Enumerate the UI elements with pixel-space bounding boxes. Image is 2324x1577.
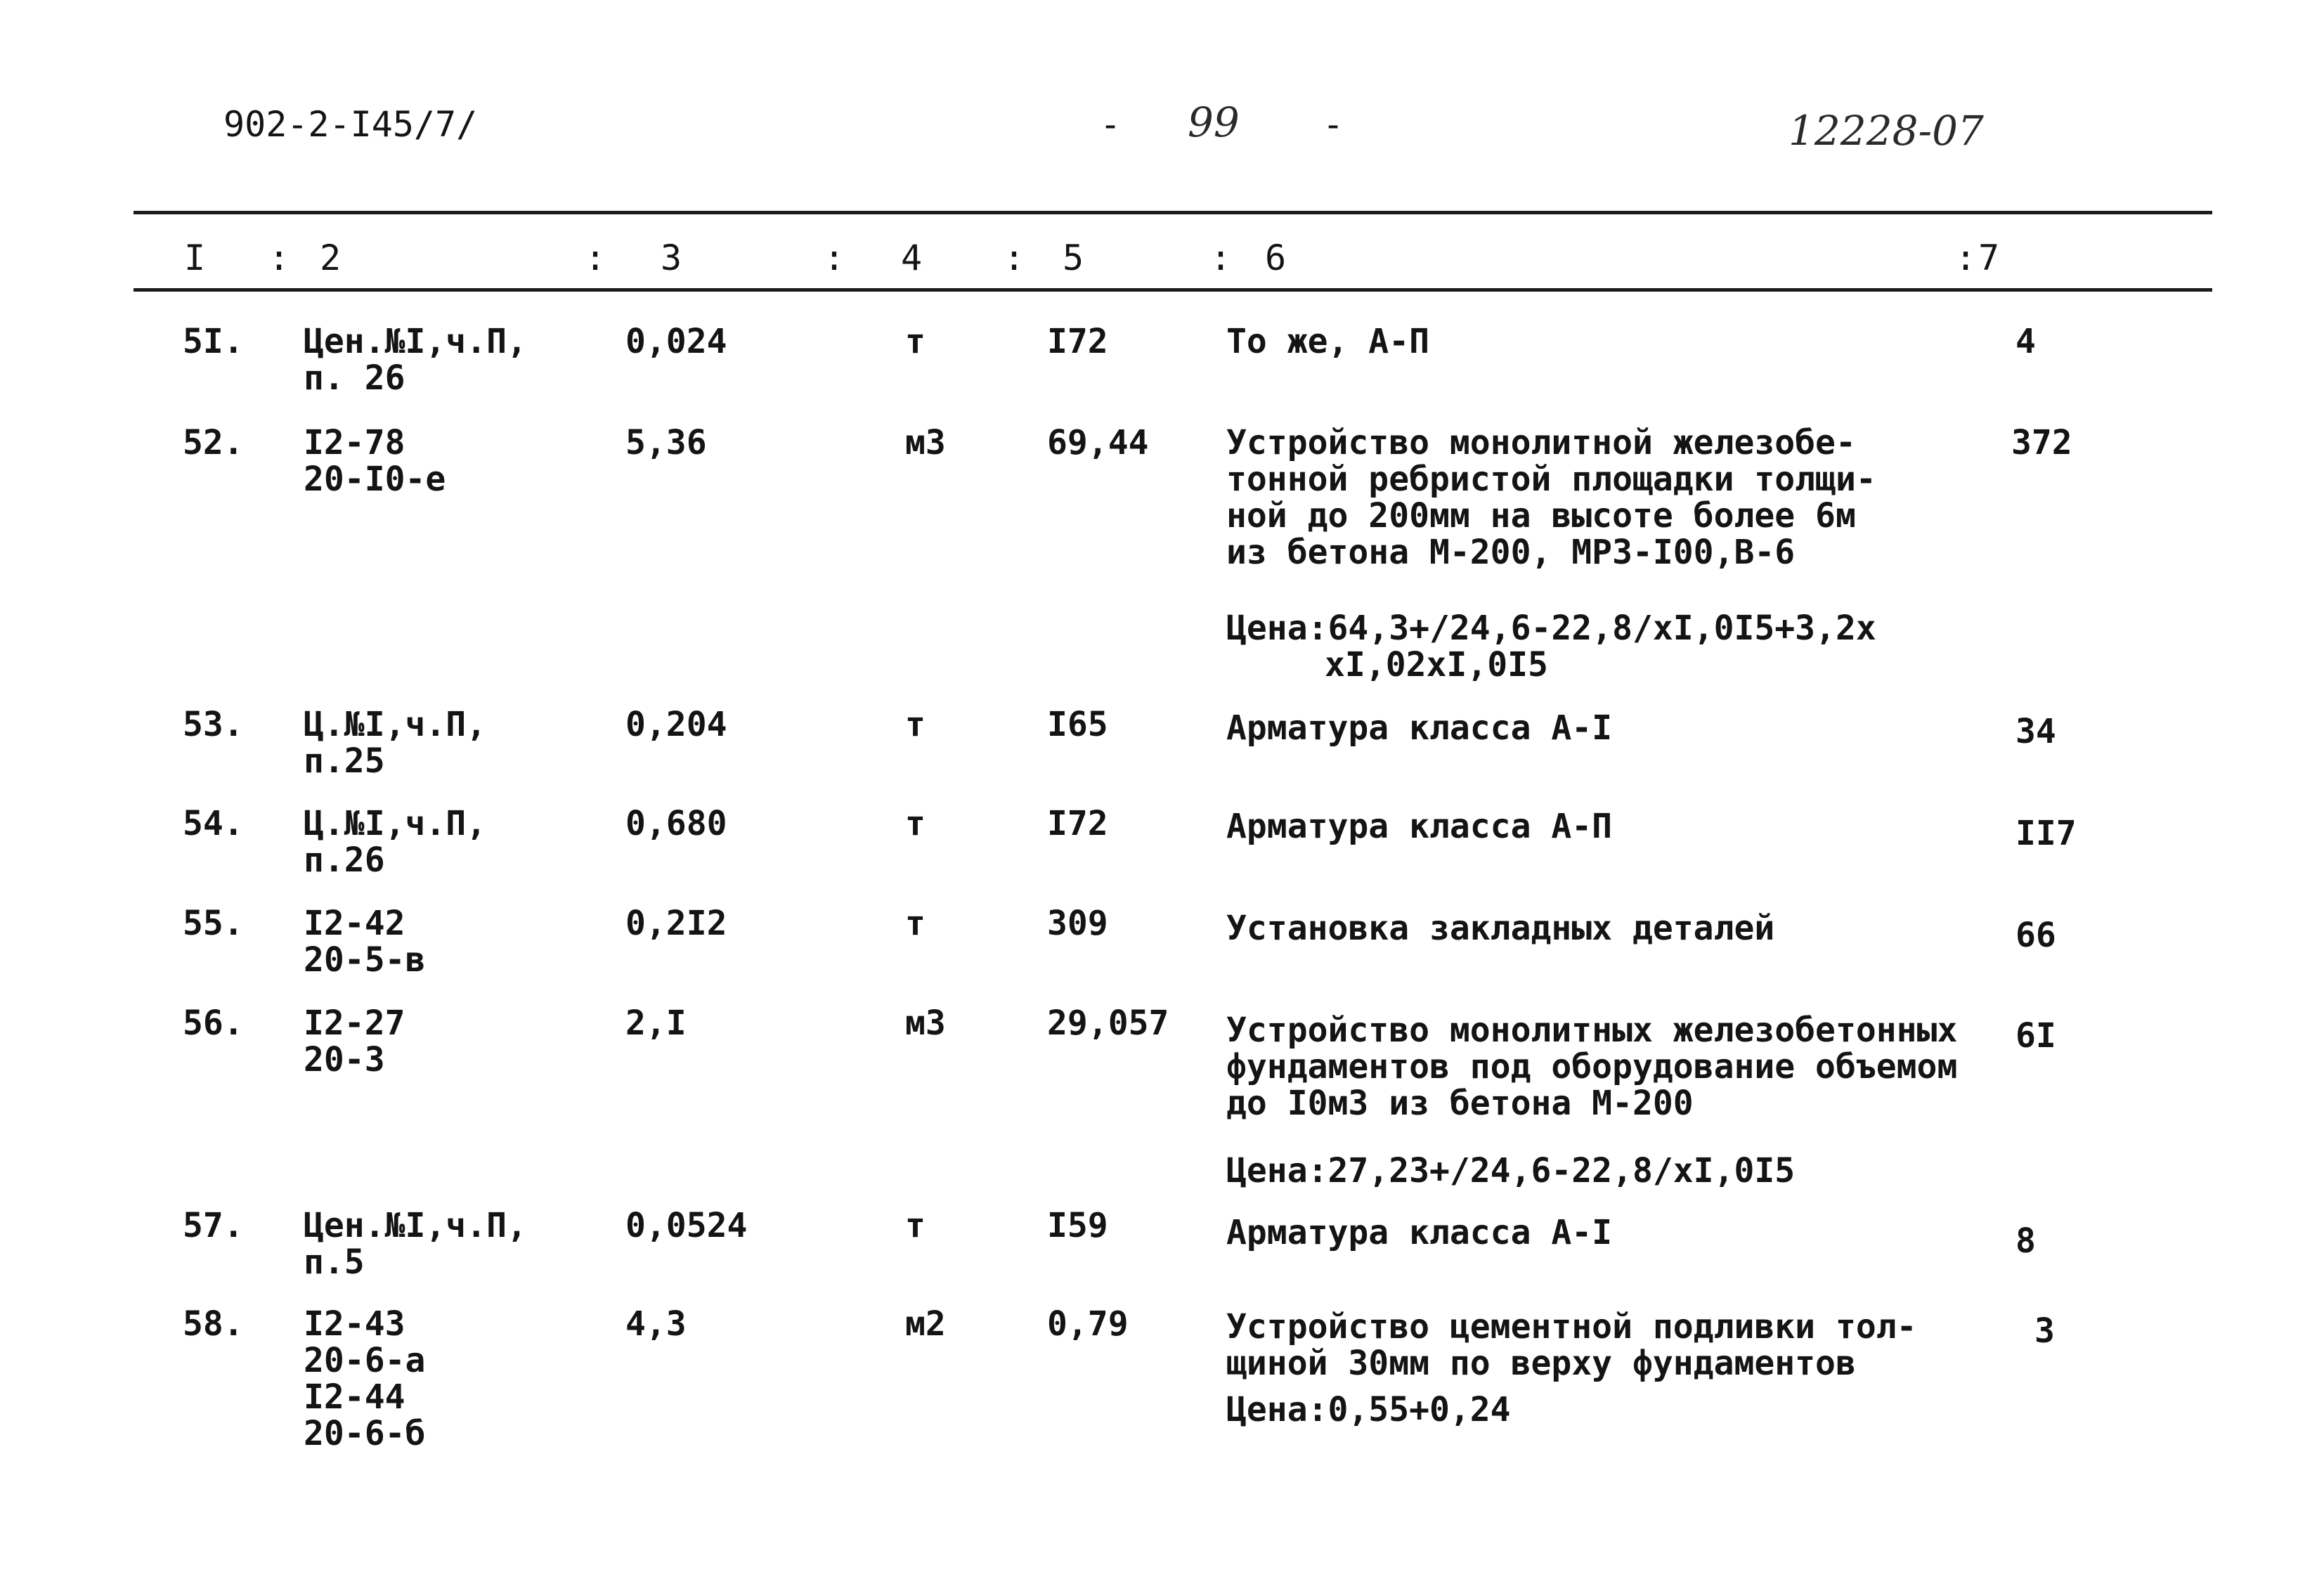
col-header-7: 7 bbox=[1978, 238, 2000, 278]
price-formula bbox=[1226, 1153, 1795, 1189]
norm-code-line: 20-I0-е bbox=[304, 460, 446, 499]
norm-code-line: I2-43 bbox=[304, 1304, 405, 1344]
quantity: 0,0524 bbox=[625, 1206, 748, 1245]
norm-code bbox=[304, 706, 486, 779]
norm-code-line: Ц.№I,ч.П, bbox=[304, 804, 487, 843]
description-line: щиной 30мм по верху фундаментов bbox=[1226, 1344, 1856, 1383]
page-dash-right: - bbox=[1323, 104, 1344, 145]
description-line: Устройство монолитных железобетонных bbox=[1226, 1011, 1958, 1050]
norm-code-line: п.25 bbox=[304, 741, 385, 781]
norm-code-line: 20-6-б bbox=[304, 1414, 426, 1453]
norm-code-line: I2-42 bbox=[304, 904, 405, 943]
col-header-1: I bbox=[184, 238, 206, 278]
description-line: Арматура класса А-I bbox=[1226, 708, 1613, 748]
norm-code-line: I2-27 bbox=[304, 1004, 405, 1043]
description-line: тонной ребристой площадки толщи- bbox=[1226, 460, 1876, 499]
formula-line: Цена:27,23+/24,6-22,8/хI,0I5 bbox=[1226, 1151, 1796, 1190]
unit-price: 29,057 bbox=[1047, 1004, 1169, 1043]
work-description bbox=[1226, 1309, 1917, 1382]
work-description bbox=[1226, 1214, 1612, 1251]
unit-price: I72 bbox=[1047, 322, 1108, 361]
norm-code-line: Цен.№I,ч.П, bbox=[304, 1206, 527, 1245]
col-header-6: 6 bbox=[1265, 238, 1287, 278]
col-separator: : bbox=[585, 238, 606, 278]
work-description bbox=[1226, 910, 1774, 947]
unit-price: 69,44 bbox=[1047, 423, 1149, 462]
total-cost: 6I bbox=[2015, 1016, 2056, 1056]
unit-price: I65 bbox=[1047, 705, 1108, 744]
description-line: фундаментов под оборудование объемом bbox=[1226, 1047, 1958, 1086]
total-cost: 8 bbox=[2015, 1221, 2036, 1261]
norm-code-line: Цен.№I,ч.П, bbox=[304, 322, 527, 361]
page-number: 99 bbox=[1188, 98, 1240, 146]
col-separator: : bbox=[824, 238, 845, 278]
col-separator: : bbox=[1004, 238, 1025, 278]
work-description bbox=[1226, 424, 1876, 571]
description-line: Устройство цементной подливки тол- bbox=[1226, 1307, 1917, 1346]
quantity: 0,024 bbox=[625, 322, 727, 361]
unit: т bbox=[905, 904, 926, 943]
unit: м2 bbox=[905, 1304, 946, 1344]
row-number: 53. bbox=[183, 705, 244, 744]
quantity: 4,3 bbox=[625, 1304, 687, 1344]
quantity: 0,2I2 bbox=[625, 904, 727, 943]
total-cost: 4 bbox=[2015, 322, 2036, 361]
norm-code-line: 20-5-в bbox=[304, 940, 426, 980]
row-number: 56. bbox=[183, 1004, 244, 1043]
description-line: ной до 200мм на высоте более 6м bbox=[1226, 496, 1856, 536]
total-cost: 372 bbox=[2011, 423, 2072, 462]
quantity: 0,204 bbox=[625, 705, 727, 744]
norm-code-line: 20-3 bbox=[304, 1040, 385, 1079]
description-line: Устройство монолитной железобе- bbox=[1226, 423, 1856, 462]
table-top-rule bbox=[134, 211, 2212, 214]
col-separator: : bbox=[1955, 238, 1977, 278]
total-cost: 34 bbox=[2015, 712, 2056, 751]
unit: т bbox=[905, 705, 926, 744]
unit: т bbox=[905, 1206, 926, 1245]
row-number: 52. bbox=[183, 423, 244, 462]
norm-code-line: п.5 bbox=[304, 1242, 365, 1282]
description-line: до I0м3 из бетона М-200 bbox=[1226, 1084, 1694, 1123]
col-header-2: 2 bbox=[320, 238, 342, 278]
unit-price: I72 bbox=[1047, 804, 1108, 843]
document-code: 902-2-I45/7/ bbox=[223, 104, 478, 145]
unit: м3 bbox=[905, 423, 946, 462]
norm-code bbox=[304, 805, 486, 878]
unit-price: I59 bbox=[1047, 1206, 1108, 1245]
norm-code-line: 20-6-а bbox=[304, 1341, 426, 1380]
archive-number: 12228-07 bbox=[1789, 107, 1984, 155]
unit-price: 0,79 bbox=[1047, 1304, 1129, 1344]
formula-line: Цена:0,55+0,24 bbox=[1226, 1390, 1511, 1429]
col-separator: : bbox=[1210, 238, 1232, 278]
row-number: 57. bbox=[183, 1206, 244, 1245]
col-header-3: 3 bbox=[661, 238, 682, 278]
work-description bbox=[1226, 710, 1612, 746]
norm-code-line: п. 26 bbox=[304, 358, 405, 398]
description-line: Арматура класса А-I bbox=[1226, 1213, 1613, 1252]
norm-code bbox=[304, 1306, 425, 1452]
norm-code bbox=[304, 1207, 527, 1280]
norm-code bbox=[304, 323, 527, 396]
total-cost: 3 bbox=[2034, 1311, 2055, 1351]
unit: м3 bbox=[905, 1004, 946, 1043]
total-cost: 66 bbox=[2015, 916, 2056, 955]
unit-price: 309 bbox=[1047, 904, 1108, 943]
quantity: 5,36 bbox=[625, 423, 707, 462]
formula-line: Цена:64,3+/24,6-22,8/хI,0I5+3,2х bbox=[1226, 609, 1876, 648]
formula-line: хI,02хI,0I5 bbox=[1325, 645, 1548, 684]
norm-code-line: I2-44 bbox=[304, 1377, 405, 1417]
row-number: 5I. bbox=[183, 322, 244, 361]
norm-code bbox=[304, 424, 446, 498]
work-description bbox=[1226, 808, 1612, 845]
col-header-5: 5 bbox=[1063, 238, 1084, 278]
col-header-4: 4 bbox=[901, 238, 923, 278]
col-separator: : bbox=[268, 238, 290, 278]
norm-code bbox=[304, 1005, 405, 1078]
page-dash-left: - bbox=[1100, 104, 1122, 145]
row-number: 55. bbox=[183, 904, 244, 943]
price-formula bbox=[1226, 1391, 1511, 1428]
row-number: 54. bbox=[183, 804, 244, 843]
unit: т bbox=[905, 804, 926, 843]
norm-code bbox=[304, 905, 425, 978]
description-line: Установка закладных деталей bbox=[1226, 909, 1775, 948]
norm-code-line: I2-78 bbox=[304, 423, 405, 462]
work-description bbox=[1226, 323, 1429, 360]
table-header-rule bbox=[134, 288, 2212, 292]
quantity: 2,I bbox=[625, 1004, 687, 1043]
quantity: 0,680 bbox=[625, 804, 727, 843]
work-description bbox=[1226, 1012, 1957, 1122]
norm-code-line: Ц.№I,ч.П, bbox=[304, 705, 487, 744]
description-line: из бетона М-200, МРЗ-I00,В-6 bbox=[1226, 533, 1796, 572]
row-number: 58. bbox=[183, 1304, 244, 1344]
price-formula bbox=[1226, 610, 1876, 683]
total-cost: II7 bbox=[2015, 814, 2077, 853]
description-line: То же, А-П bbox=[1226, 322, 1429, 361]
unit: т bbox=[905, 322, 926, 361]
norm-code-line: п.26 bbox=[304, 841, 385, 880]
description-line: Арматура класса А-П bbox=[1226, 807, 1613, 846]
